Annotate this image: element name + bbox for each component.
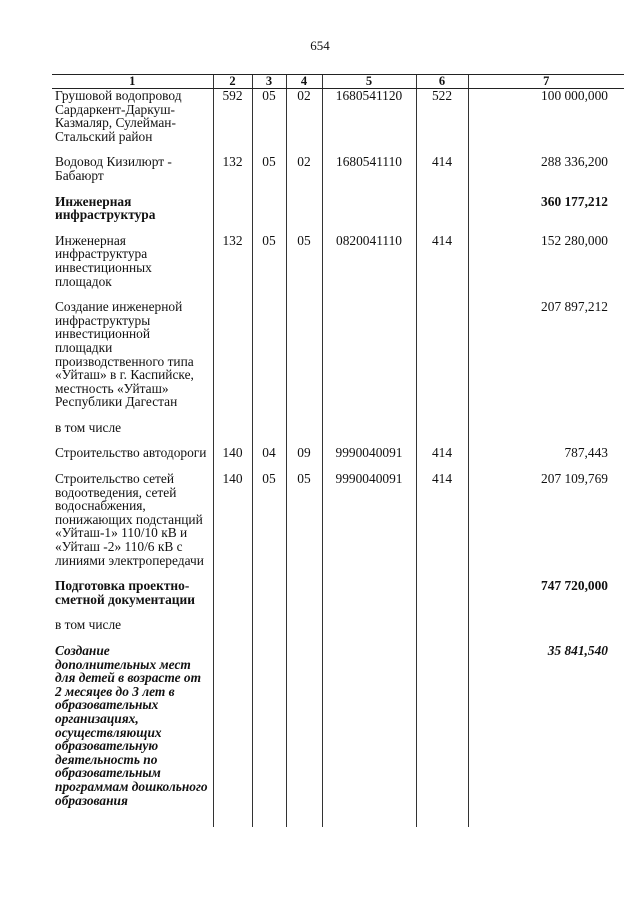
- col-4-value: [286, 579, 322, 606]
- spacer-cell: [468, 183, 624, 195]
- row-spacer: [52, 409, 624, 421]
- header-row: [52, 75, 624, 89]
- item-name: Грушовой водопровод Сардаркент-Даркуш-Казмаляр, Сулейман-Стальский район: [55, 88, 182, 144]
- amount-value: 100 000,000: [468, 89, 624, 144]
- item-name: Инженерная инфраструктура: [55, 193, 156, 223]
- row-spacer: [52, 606, 624, 618]
- spacer-cell: [286, 222, 322, 234]
- amount-value: 288 336,200: [468, 155, 624, 182]
- header-col-3: 3: [252, 75, 286, 89]
- header-col-4: 4: [286, 75, 322, 89]
- spacer-cell: [322, 409, 416, 421]
- col-5-value: [322, 300, 416, 409]
- col-5-value: [322, 195, 416, 222]
- table-row: [52, 300, 624, 409]
- spacer-cell: [286, 807, 322, 827]
- col-2-value: 132: [213, 155, 252, 182]
- item-name: в том числе: [55, 617, 122, 633]
- spacer-cell: [213, 409, 252, 421]
- spacer-cell: [322, 183, 416, 195]
- col-3-value: 04: [252, 446, 286, 460]
- spacer-cell: [416, 632, 468, 644]
- col-5-value: 1680541120: [322, 89, 416, 144]
- spacer-cell: [213, 567, 252, 579]
- spacer-cell: [468, 222, 624, 234]
- table-body: [52, 89, 624, 828]
- spacer-cell: [416, 567, 468, 579]
- col-5-value: 9990040091: [322, 446, 416, 460]
- col-3-value: 05: [252, 155, 286, 182]
- amount-value: [468, 618, 624, 632]
- col-6-value: [416, 421, 468, 435]
- header-col-1: 1: [52, 75, 213, 89]
- col-4-value: [286, 300, 322, 409]
- amount-value: [468, 421, 624, 435]
- amount-value: 152 280,000: [468, 234, 624, 288]
- col-5-value: [322, 579, 416, 606]
- col-3-value: [252, 421, 286, 435]
- col-5-value: [322, 421, 416, 435]
- item-name: Строительство автодороги: [55, 445, 207, 461]
- amount-value: 747 720,000: [468, 579, 624, 606]
- col-5-value: [322, 618, 416, 632]
- spacer-cell: [52, 807, 213, 827]
- spacer-cell: [252, 222, 286, 234]
- col-2-value: [213, 618, 252, 632]
- table-row: [52, 644, 624, 807]
- spacer-cell: [416, 807, 468, 827]
- spacer-cell: [252, 567, 286, 579]
- spacer-cell: [286, 183, 322, 195]
- row-spacer: [52, 632, 624, 644]
- col-6-value: [416, 300, 468, 409]
- item-name: Создание инженерной инфраструктуры инвестиционной площадки производственного типа «Уйташ» в г. Каспийске, местность «Уйташ» Республики Дагестан: [55, 299, 194, 410]
- spacer-cell: [52, 222, 213, 234]
- col-4-value: [286, 195, 322, 222]
- item-name: Строительство сетей водоотведения, сетей водоснабжения, понижающих подстанций «Уйташ-1» 110/10 кВ и «Уйташ -2» 110/6 кВ с линиями электропередачи: [55, 471, 204, 568]
- item-name: Водовод Кизилюрт - Бабаюрт: [55, 154, 172, 183]
- spacer-cell: [213, 807, 252, 827]
- spacer-cell: [416, 606, 468, 618]
- col-2-value: 132: [213, 234, 252, 288]
- col-3-value: [252, 300, 286, 409]
- col-3-value: [252, 618, 286, 632]
- spacer-cell: [416, 288, 468, 300]
- page-number: 654: [310, 38, 330, 53]
- spacer-cell: [252, 606, 286, 618]
- col-4-value: [286, 618, 322, 632]
- col-4-value: 05: [286, 234, 322, 288]
- col-6-value: 414: [416, 155, 468, 182]
- col-4-value: 09: [286, 446, 322, 460]
- spacer-cell: [213, 183, 252, 195]
- amount-value: 207 109,769: [468, 472, 624, 567]
- spacer-cell: [416, 409, 468, 421]
- col-3-value: [252, 644, 286, 807]
- table-row: [52, 618, 624, 632]
- col-4-value: [286, 421, 322, 435]
- col-6-value: [416, 579, 468, 606]
- spacer-cell: [286, 632, 322, 644]
- row-spacer: [52, 222, 624, 234]
- col-6-value: 522: [416, 89, 468, 144]
- item-name: Подготовка проектно-сметной документации: [55, 578, 195, 607]
- col-6-value: 414: [416, 472, 468, 567]
- col-3-value: 05: [252, 89, 286, 144]
- col-2-value: [213, 421, 252, 435]
- spacer-cell: [322, 606, 416, 618]
- row-spacer: [52, 807, 624, 827]
- item-name: в том числе: [55, 419, 122, 435]
- col-2-value: [213, 300, 252, 409]
- col-5-value: [322, 644, 416, 807]
- col-6-value: [416, 618, 468, 632]
- spacer-cell: [213, 606, 252, 618]
- col-2-value: 140: [213, 472, 252, 567]
- budget-table: [52, 74, 624, 827]
- spacer-cell: [322, 288, 416, 300]
- spacer-cell: [252, 183, 286, 195]
- table-row: [52, 195, 624, 222]
- header-col-7: 7: [468, 75, 624, 89]
- table-row: [52, 234, 624, 288]
- table-row: [52, 579, 624, 606]
- spacer-cell: [286, 606, 322, 618]
- col-4-value: 02: [286, 155, 322, 182]
- spacer-cell: [322, 807, 416, 827]
- col-6-value: [416, 644, 468, 807]
- spacer-cell: [322, 632, 416, 644]
- row-spacer: [52, 183, 624, 195]
- item-name: Инженерная инфраструктура инвестиционных площадок: [55, 232, 152, 289]
- col-4-value: 05: [286, 472, 322, 567]
- col-5-value: 9990040091: [322, 472, 416, 567]
- spacer-cell: [286, 567, 322, 579]
- header-col-5: 5: [322, 75, 416, 89]
- spacer-cell: [213, 632, 252, 644]
- spacer-cell: [468, 606, 624, 618]
- table-row: [52, 155, 624, 182]
- col-3-value: 05: [252, 234, 286, 288]
- spacer-cell: [468, 409, 624, 421]
- col-6-value: 414: [416, 234, 468, 288]
- col-6-value: 414: [416, 446, 468, 460]
- amount-value: 360 177,212: [468, 195, 624, 222]
- spacer-cell: [213, 288, 252, 300]
- amount-value: 35 841,540: [468, 644, 624, 807]
- col-4-value: 02: [286, 89, 322, 144]
- amount-value: 787,443: [468, 446, 624, 460]
- spacer-cell: [252, 632, 286, 644]
- amount-value: 207 897,212: [468, 300, 624, 409]
- spacer-cell: [252, 288, 286, 300]
- col-2-value: [213, 644, 252, 807]
- item-name: Создание дополнительных мест для детей в возрасте от 2 месяцев до 3 лет в образовательных организациях, осуществляющих образовательную деятельность по образовательным программам дошкольного образования: [55, 643, 208, 808]
- col-3-value: 05: [252, 472, 286, 567]
- spacer-cell: [252, 409, 286, 421]
- spacer-cell: [322, 222, 416, 234]
- spacer-cell: [52, 183, 213, 195]
- spacer-cell: [213, 222, 252, 234]
- col-4-value: [286, 644, 322, 807]
- spacer-cell: [416, 222, 468, 234]
- budget-table-container: [52, 74, 624, 844]
- spacer-cell: [252, 807, 286, 827]
- col-6-value: [416, 195, 468, 222]
- header-col-6: 6: [416, 75, 468, 89]
- header-col-2: 2: [213, 75, 252, 89]
- spacer-cell: [286, 409, 322, 421]
- col-5-value: 0820041110: [322, 234, 416, 288]
- spacer-cell: [468, 807, 624, 827]
- col-3-value: [252, 579, 286, 606]
- col-5-value: 1680541110: [322, 155, 416, 182]
- table-row: [52, 472, 624, 567]
- table-row: [52, 446, 624, 460]
- col-3-value: [252, 195, 286, 222]
- table-row: [52, 421, 624, 435]
- col-2-value: [213, 579, 252, 606]
- table-row: [52, 89, 624, 144]
- col-2-value: [213, 195, 252, 222]
- spacer-cell: [286, 288, 322, 300]
- spacer-cell: [322, 567, 416, 579]
- spacer-cell: [416, 183, 468, 195]
- col-2-value: 140: [213, 446, 252, 460]
- col-2-value: 592: [213, 89, 252, 144]
